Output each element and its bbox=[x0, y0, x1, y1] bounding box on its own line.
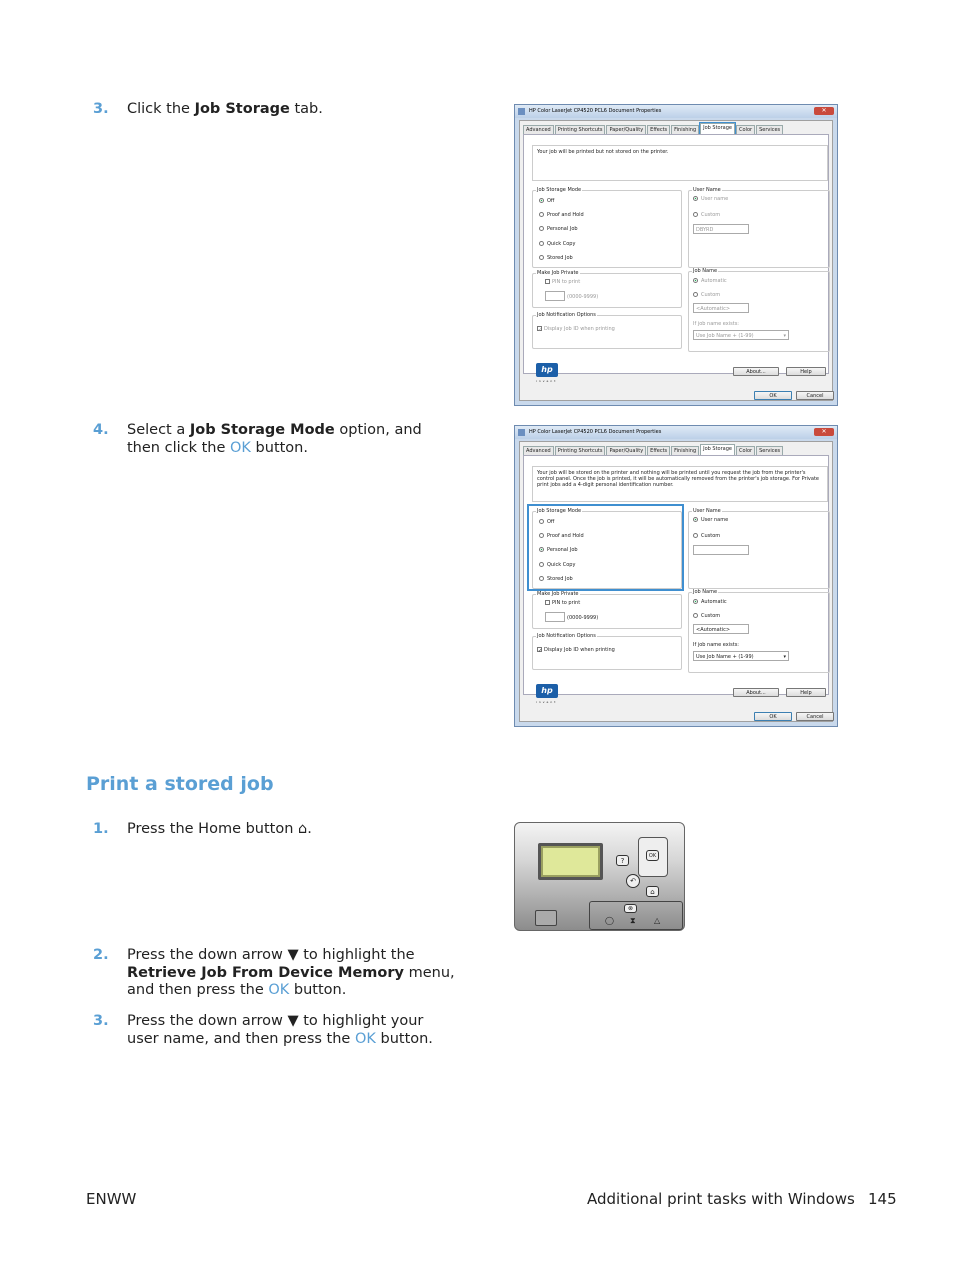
step-number: 3. bbox=[93, 1013, 109, 1029]
user-name-group: User Name User name Custom bbox=[688, 511, 830, 589]
user-custom-radio[interactable]: Custom bbox=[693, 533, 720, 539]
make-job-private-group: Make Job Private PIN to print (0000-9999) bbox=[532, 594, 682, 629]
ok-button[interactable]: OK bbox=[754, 391, 792, 400]
about-button[interactable]: About... bbox=[733, 367, 779, 376]
help-button[interactable]: Help bbox=[786, 367, 826, 376]
jobname-custom-radio[interactable]: Custom bbox=[693, 292, 720, 298]
home-icon: ⌂ bbox=[298, 821, 308, 837]
step-text: Select a Job Storage Mode option, and then click the OK button. bbox=[127, 422, 422, 456]
if-exists-select[interactable]: Use Job Name + (1-99) ▾ bbox=[693, 330, 789, 340]
tab-printing-shortcuts[interactable]: Printing Shortcuts bbox=[555, 446, 606, 456]
down-arrow-icon: ▼ bbox=[287, 947, 299, 963]
tab-job-storage[interactable]: Job Storage bbox=[700, 444, 735, 456]
tab-job-storage[interactable]: Job Storage bbox=[700, 123, 735, 135]
mode-off[interactable]: Off bbox=[539, 519, 554, 525]
hp-invent-text: invent bbox=[536, 379, 558, 383]
user-name-field[interactable] bbox=[693, 545, 749, 555]
user-name-radio[interactable]: User name bbox=[693, 196, 728, 202]
mode-personal-job[interactable]: Personal Job bbox=[539, 226, 578, 232]
status-led-area bbox=[589, 901, 683, 930]
display-job-id-checkbox[interactable]: ✓ Display Job ID when printing bbox=[538, 647, 615, 654]
close-button[interactable]: ✕ bbox=[814, 428, 834, 436]
printer-control-panel bbox=[514, 822, 685, 931]
step-number: 3. bbox=[93, 101, 109, 117]
tab-effects[interactable]: Effects bbox=[647, 125, 670, 135]
pin-field[interactable] bbox=[545, 612, 565, 622]
tab-advanced[interactable]: Advanced bbox=[523, 446, 554, 456]
ok-button[interactable]: OK bbox=[754, 712, 792, 721]
pin-range: (0000-9999) bbox=[567, 294, 599, 300]
about-button[interactable]: About... bbox=[733, 688, 779, 697]
document-properties-dialog-1 bbox=[514, 104, 838, 406]
page-number: 145 bbox=[868, 1190, 897, 1208]
mode-proof-and-hold[interactable]: Proof and Hold bbox=[539, 533, 584, 539]
if-exists-select[interactable]: Use Job Name + (1-99) ▾ bbox=[693, 651, 789, 661]
job-storage-mode-group: Job Storage Mode Off Proof and Hold Personal Job Quick Copy Stored Job bbox=[532, 190, 682, 268]
job-notification-group: Job Notification Options ✓ Display Job ID when printing bbox=[532, 636, 682, 670]
user-name-field[interactable]: DBYRD bbox=[693, 224, 749, 234]
step-number: 1. bbox=[93, 821, 109, 837]
dialog-titlebar: HP Color LaserJet CP4520 PCL6 Document Properties ✕ bbox=[515, 426, 837, 439]
help-key[interactable]: ? bbox=[616, 855, 629, 866]
job-notification-group: Job Notification Options ✓ Display Job ID when printing bbox=[532, 315, 682, 349]
step-number: 4. bbox=[93, 422, 109, 438]
pin-range: (0000-9999) bbox=[567, 615, 599, 621]
job-storage-panel bbox=[523, 134, 829, 383]
tab-bar bbox=[523, 444, 784, 455]
mode-quick-copy[interactable]: Quick Copy bbox=[539, 241, 575, 247]
jobname-custom-radio[interactable]: Custom bbox=[693, 613, 720, 619]
jobname-automatic-radio[interactable]: Automatic bbox=[693, 599, 727, 605]
jobname-field[interactable]: <Automatic> bbox=[693, 624, 749, 634]
footer-section: Additional print tasks with Windows bbox=[587, 1190, 855, 1208]
document-properties-dialog-2 bbox=[514, 425, 838, 727]
pin-checkbox[interactable]: PIN to print bbox=[545, 279, 580, 285]
user-name-group: User Name User name Custom DBYRD bbox=[688, 190, 830, 268]
info-text: Your job will be stored on the printer and nothing will be printed until you request the job from the printer's control panel. Once the job is printed, it will be automatically removed from the printer's job storage. For Private print jobs add a 4-digit personal identification number. bbox=[532, 466, 828, 502]
mode-personal-job[interactable]: Personal Job bbox=[539, 547, 578, 553]
tab-paper-quality[interactable]: Paper/Quality bbox=[606, 125, 646, 135]
cancel-button[interactable]: Cancel bbox=[796, 391, 834, 400]
tab-finishing[interactable]: Finishing bbox=[671, 446, 699, 456]
tab-finishing[interactable]: Finishing bbox=[671, 125, 699, 135]
data-light-icon: ⧗ bbox=[630, 916, 636, 925]
step-text: Press the down arrow ▼ to highlight your user name, and then press the OK button. bbox=[127, 1013, 433, 1047]
jobname-automatic-radio[interactable]: Automatic bbox=[693, 278, 727, 284]
navigation-pad bbox=[638, 837, 668, 877]
job-name-group: Job Name Automatic Custom <Automatic> If job name exists: Use Job Name + (1-99) ▾ bbox=[688, 592, 830, 673]
attention-light-icon: △ bbox=[654, 916, 661, 925]
pin-field[interactable] bbox=[545, 291, 565, 301]
chevron-down-icon: ▾ bbox=[783, 654, 786, 660]
step-text: Click the Job Storage tab. bbox=[127, 101, 323, 117]
section-title: Print a stored job bbox=[86, 773, 274, 795]
mode-off[interactable]: Off bbox=[539, 198, 554, 204]
help-button[interactable]: Help bbox=[786, 688, 826, 697]
jobname-field[interactable]: <Automatic> bbox=[693, 303, 749, 313]
printer-icon bbox=[518, 108, 525, 115]
pin-checkbox[interactable]: PIN to print bbox=[545, 600, 580, 606]
tab-advanced[interactable]: Advanced bbox=[523, 125, 554, 135]
display-job-id-checkbox[interactable]: ✓ Display Job ID when printing bbox=[538, 326, 615, 333]
hp-invent-text: invent bbox=[536, 700, 558, 704]
tab-bar bbox=[523, 123, 784, 134]
job-storage-panel bbox=[523, 455, 829, 704]
info-text: Your job will be printed but not stored on the printer. bbox=[532, 145, 828, 181]
if-exists-label: If job name exists: bbox=[693, 642, 739, 648]
lcd-display bbox=[538, 843, 603, 880]
tab-services[interactable]: Services bbox=[756, 125, 783, 135]
ok-key[interactable]: OK bbox=[646, 850, 659, 861]
usb-port bbox=[535, 910, 557, 926]
tab-color[interactable]: Color bbox=[736, 125, 755, 135]
dialog-titlebar: HP Color LaserJet CP4520 PCL6 Document Properties ✕ bbox=[515, 105, 837, 118]
user-name-radio[interactable]: User name bbox=[693, 517, 728, 523]
tab-color[interactable]: Color bbox=[736, 446, 755, 456]
tab-printing-shortcuts[interactable]: Printing Shortcuts bbox=[555, 125, 606, 135]
tab-paper-quality[interactable]: Paper/Quality bbox=[606, 446, 646, 456]
printer-icon bbox=[518, 429, 525, 436]
step-text: Press the down arrow ▼ to highlight the Retrieve Job From Device Memory menu, and then press the OK button. bbox=[127, 947, 455, 998]
step-number: 2. bbox=[93, 947, 109, 963]
home-key[interactable]: ⌂ bbox=[646, 886, 659, 897]
back-key[interactable]: ↶ bbox=[626, 874, 640, 888]
if-exists-label: If job name exists: bbox=[693, 321, 739, 327]
down-arrow-icon: ▼ bbox=[287, 1013, 299, 1029]
ready-light-icon: ◯ bbox=[605, 916, 614, 925]
stop-key[interactable]: ⊗ bbox=[624, 904, 637, 913]
user-custom-radio[interactable]: Custom bbox=[693, 212, 720, 218]
tab-effects[interactable]: Effects bbox=[647, 446, 670, 456]
step-text: Press the Home button ⌂. bbox=[127, 821, 312, 837]
chevron-down-icon: ▾ bbox=[783, 333, 786, 339]
tab-services[interactable]: Services bbox=[756, 446, 783, 456]
mode-stored-job[interactable]: Stored Job bbox=[539, 255, 573, 261]
job-name-group: Job Name Automatic Custom <Automatic> If job name exists: Use Job Name + (1-99) ▾ bbox=[688, 271, 830, 352]
close-button[interactable]: ✕ bbox=[814, 107, 834, 115]
mode-proof-and-hold[interactable]: Proof and Hold bbox=[539, 212, 584, 218]
make-job-private-group: Make Job Private PIN to print (0000-9999) bbox=[532, 273, 682, 308]
cancel-button[interactable]: Cancel bbox=[796, 712, 834, 721]
hp-logo: hp bbox=[536, 684, 558, 698]
hp-logo: hp bbox=[536, 363, 558, 377]
footer-left: ENWW bbox=[86, 1190, 137, 1208]
job-storage-mode-group: Job Storage Mode Off Proof and Hold Personal Job Quick Copy Stored Job bbox=[532, 511, 682, 589]
mode-quick-copy[interactable]: Quick Copy bbox=[539, 562, 575, 568]
mode-highlight-box bbox=[527, 504, 684, 591]
mode-stored-job[interactable]: Stored Job bbox=[539, 576, 573, 582]
